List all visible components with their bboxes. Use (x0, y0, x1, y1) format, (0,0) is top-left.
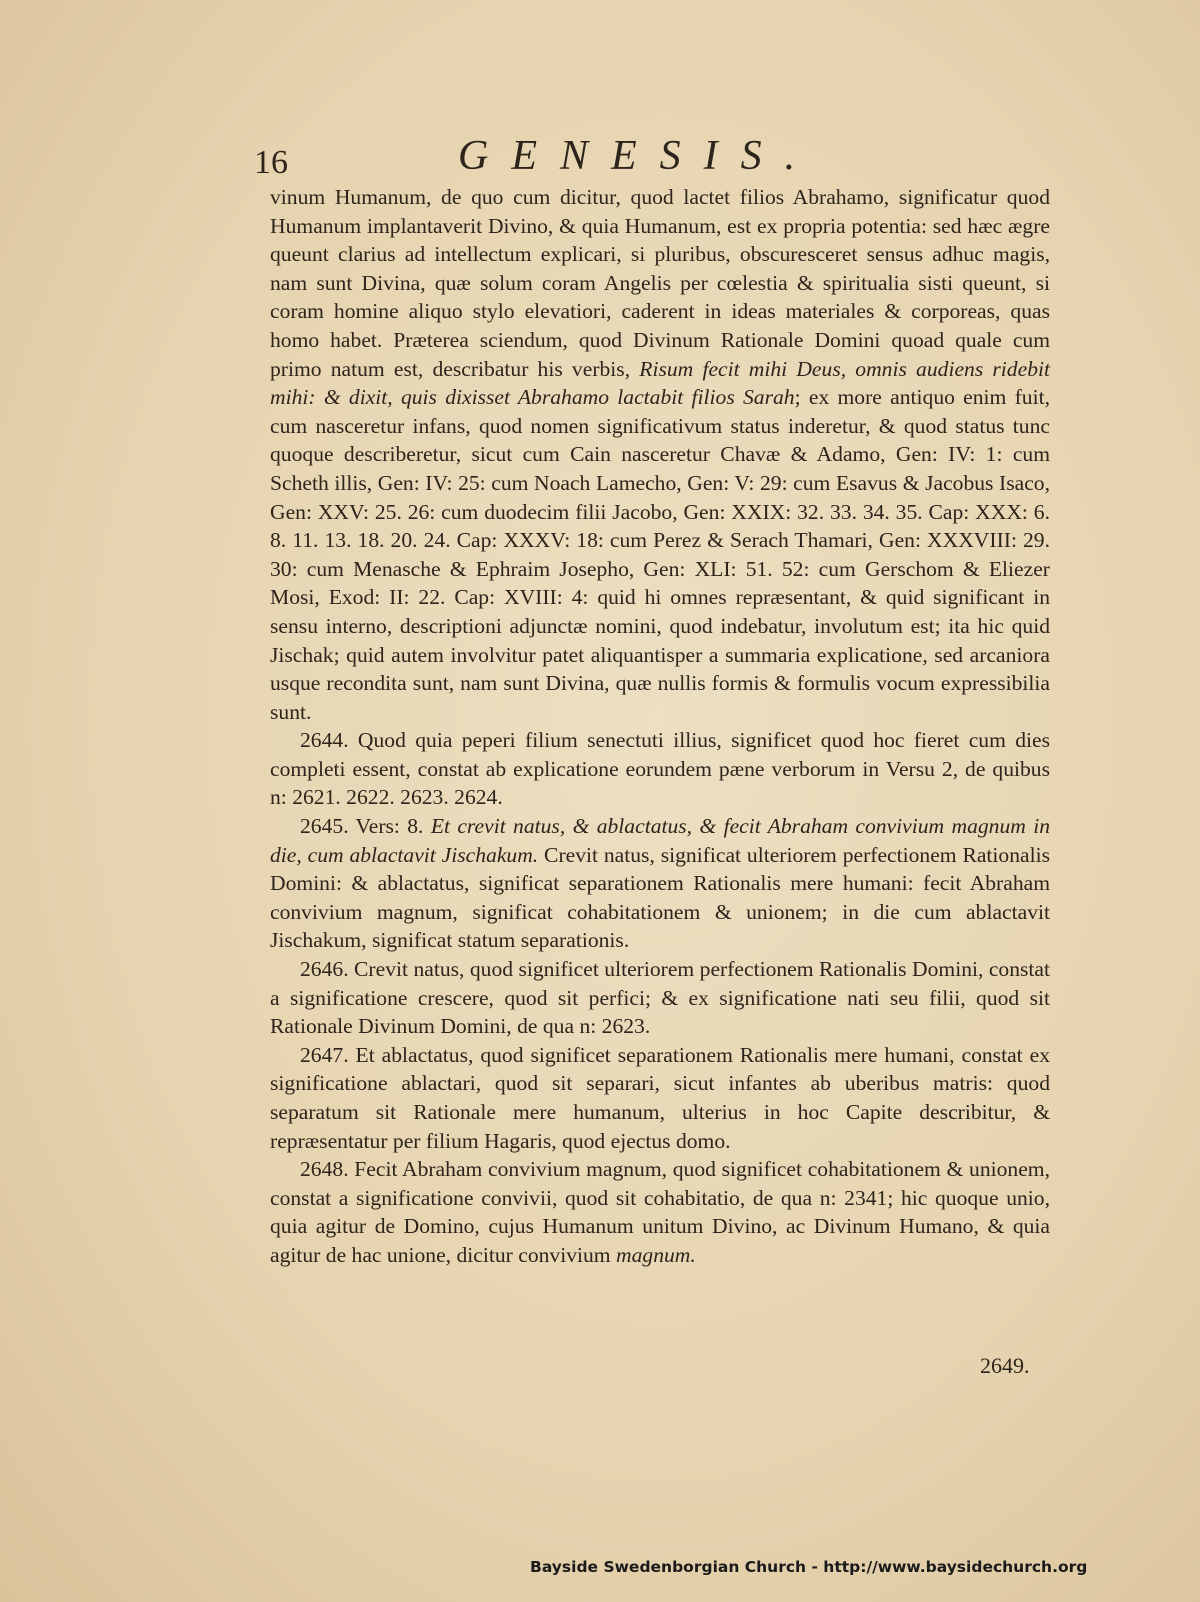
text-segment: 2647. Et ablactatus, quod significet separationem Rationalis mere humani, constat ex significatione ablactari, quod sit separari, sicut infantes ab uberibus matris: quod separatum sit Rationale mere humanum, ulterius in hoc Capite describitur, & repræsentatur per filium Hagaris, quod ejectus domo. (270, 1042, 1050, 1153)
footer-credit: Bayside Swedenborgian Church - http://www.baysidechurch.org (530, 1558, 1088, 1576)
text-segment: 2645. Vers: 8. (300, 814, 431, 839)
running-title: GENESIS. (458, 133, 819, 179)
text-segment: vinum Humanum, de quo cum dicitur, quod lactet filios Abrahamo, significatur quod Humanum implantaverit Divino, & quia Humanum, est ex propria potentia: sed hæc ægre queunt clarius ad intellectum explicari, si pluribus, obscuresceret sensus adhuc magis, nam sunt Divina, quæ solum coram Angelis per cœlestia & spiritualia sisti queunt, si coram homine aliquo stylo elevatiori, caderent in ideas materiales & corporeas, quas homo habet. Præterea sciendum, quod Divinum Rationale Domini quoad quale cum primo natum est, describatur his verbis, (270, 185, 1050, 381)
page-header (250, 126, 1070, 182)
text-segment: 2648. Fecit Abraham convivium magnum, quod significet cohabitationem & unionem, constat a significatione convivii, quod sit cohabitatio, de qua n: 2341; hic quoque unio, quia agitur de Domino, cujus Humanum unitum Divino, ac Divinum Humano, & quia agitur de hac unione, dicitur convivium (270, 1157, 1050, 1267)
paragraph (270, 955, 1050, 1041)
paragraph (270, 812, 1050, 955)
italic-segment: Et crevit natus, & ablactatus, & fecit Abraham convivium magnum in die, cum ablactavit Jischakum. (270, 814, 1051, 867)
text-segment: Crevit natus, significat ulteriorem perfectionem Rationalis Domini: & ablactatus, significat separationem Rationalis mere humani: fecit Abraham convivium magnum, significat cohabitationem & unionem; in die cum ablactavit Jischakum, significat statum separationis. (270, 842, 1051, 953)
text-segment: ; ex more antiquo enim fuit, cum nasceretur infans, quod nomen significativum status inderetur, & quod status tunc quoque describeretur, sicut cum Cain nasceretur Chavæ & Adamo, Gen: IV: 1: cum Scheth illis, Gen: IV: 25: cum Noach Lamecho, Gen: V: 29: cum Esavus & Jacobus Isaco, Gen: XXV: 25. 26: cum duodecim filii Jacobo, Gen: XXIX: 32. 33. 34. 35. Cap: XXX: 6. 8. 11. 13. 18. 20. 24. Cap: XXXV: 18: cum Perez & Serach Thamari, Gen: XXXVIII: 29. 30: cum Menasche & Ephraim Josepho, Gen: XLI: 51. 52: cum Gerschom & Eliezer Mosi, Exod: II: 22. Cap: XVIII: 4: quid hi omnes repræsentant, & quid significant in sensu interno, descriptioni adjunctæ nomini, quod indebatur, involutum est; ita hic quid Jischak; quid autem involvitur patet aliquantisper a summaria explicatione, sed arcaniora usque recondita sunt, nam sunt Divina, quæ nullis formis & formulis vocum expressibilia sunt. (270, 385, 1051, 724)
italic-segment: Risum fecit mihi Deus, omnis audiens ridebit mihi: & dixit, quis dixisset Abrahamo lactabit filios Sarah (270, 356, 1050, 410)
catchword: 2649. (980, 1353, 1030, 1378)
text-segment: 2644. Quod quia peperi filium senectuti illius, significet quod hoc fieret cum dies completi essent, constat ab explicatione eorundem pæne verborum in Versu 2, de quibus n: 2621. 2622. 2623. 2624. (270, 728, 1050, 810)
paragraph (270, 726, 1050, 812)
text-segment: 2646. Crevit natus, quod significet ulteriorem perfectionem Rationalis Domini, constat a significatione crescere, quod sit perfici; & ex significatione nati seu filii, quod sit Rationale Divinum Domini, de qua n: 2623. (270, 957, 1050, 1039)
body-text (270, 183, 1050, 1270)
page-number: 16 (254, 144, 288, 181)
paragraph (270, 183, 1050, 726)
paragraph (270, 1155, 1050, 1269)
paragraph (270, 1041, 1050, 1155)
italic-segment: magnum. (616, 1242, 696, 1267)
